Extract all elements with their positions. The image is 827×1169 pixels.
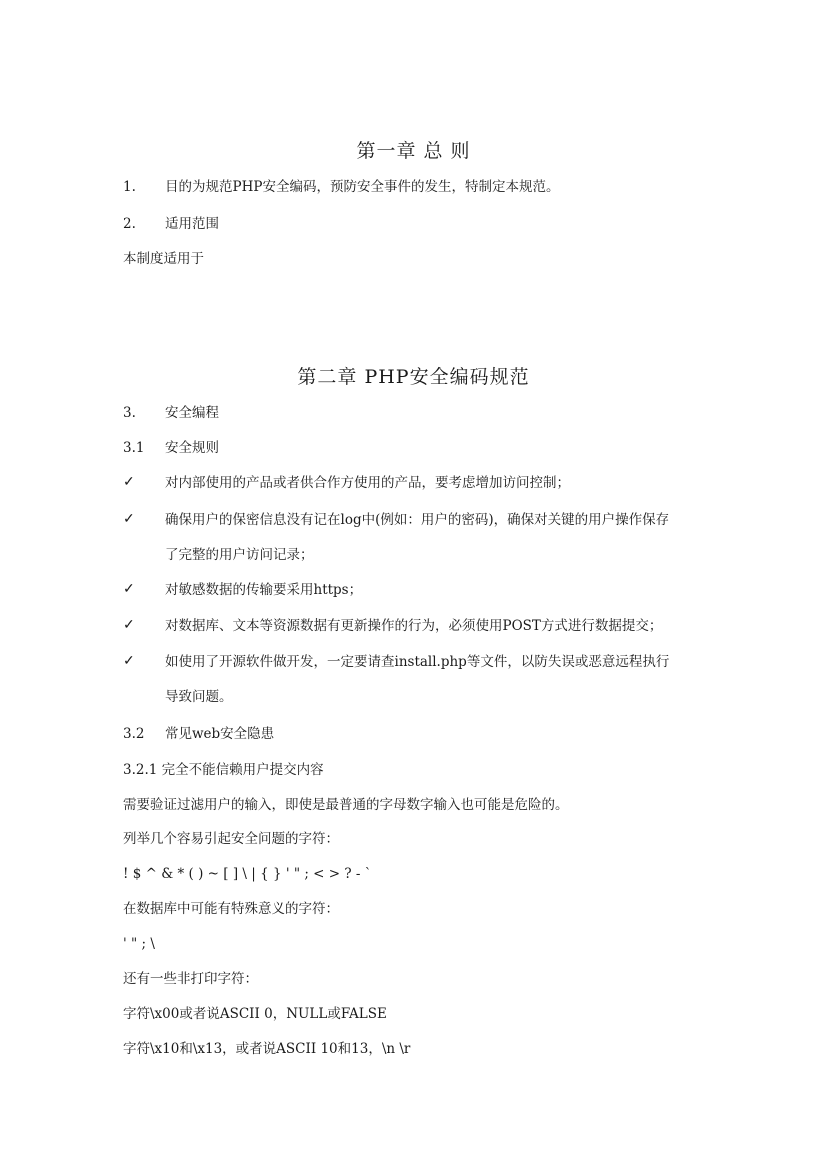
check-icon: ✓ [123,511,135,527]
rule-1-text: 对内部使用的产品或者供合作方使用的产品，要考虑增加访问控制； [165,475,570,491]
section-3-2-title: 常见web安全隐患 [165,726,275,742]
dangerous-chars-list: ! $ ^ & * ( ) ~ [ ] \ | { } ' " ; < > ? - ` [123,866,372,882]
item-1-number: 1. [123,179,136,195]
rule-4-text: 对数据库、文本等资源数据有更新操作的行为，必须使用POST方式进行数据提交； [165,618,663,634]
section-3-number: 3. [123,405,136,421]
rule-2-text: 确保用户的保密信息没有记在log中(例如：用户的密码)，确保对关键的用户操作保存 [165,512,670,528]
section-3-title: 安全编程 [165,405,219,421]
scope-text: 本制度适用于 [123,251,204,267]
db-special-chars-list: ' " ; \ [123,936,155,952]
section-3-2-1-title: 3.2.1 完全不能信赖用户提交内容 [123,762,324,778]
item-2-text: 适用范围 [165,216,219,232]
check-icon: ✓ [123,581,135,597]
rule-5-text-continued: 导致问题。 [165,689,233,705]
rule-2-text-continued: 了完整的用户访问记录； [165,547,314,563]
paragraph-validate-input: 需要验证过滤用户的输入，即使是最普通的字母数字输入也可能是危险的。 [123,797,569,813]
paragraph-dangerous-chars: 列举几个容易引起安全问题的字符： [123,831,339,847]
rule-3-text: 对敏感数据的传输要采用https； [165,582,363,598]
section-3-2-number: 3.2 [123,726,145,742]
section-3-1-number: 3.1 [123,440,145,456]
check-icon: ✓ [123,617,135,633]
check-icon: ✓ [123,474,135,490]
check-icon: ✓ [123,653,135,669]
nonprintable-char-newline: 字符\x10和\x13，或者说ASCII 10和13，\n \r [123,1041,411,1057]
item-1-text: 目的为规范PHP安全编码，预防安全事件的发生，特制定本规范。 [165,179,560,195]
rule-5-text: 如使用了开源软件做开发，一定要请查install.php等文件，以防失误或恶意远程执行 [165,654,670,670]
nonprintable-char-null: 字符\x00或者说ASCII 0，NULL或FALSE [123,1006,387,1022]
chapter1-title: 第一章 总 则 [356,140,471,162]
section-3-1-title: 安全规则 [165,440,219,456]
paragraph-db-special-chars: 在数据库中可能有特殊意义的字符： [123,901,339,917]
chapter2-title: 第二章 PHP安全编码规范 [297,366,530,388]
paragraph-nonprintable-chars: 还有一些非打印字符： [123,971,258,987]
item-2-number: 2. [123,216,136,232]
